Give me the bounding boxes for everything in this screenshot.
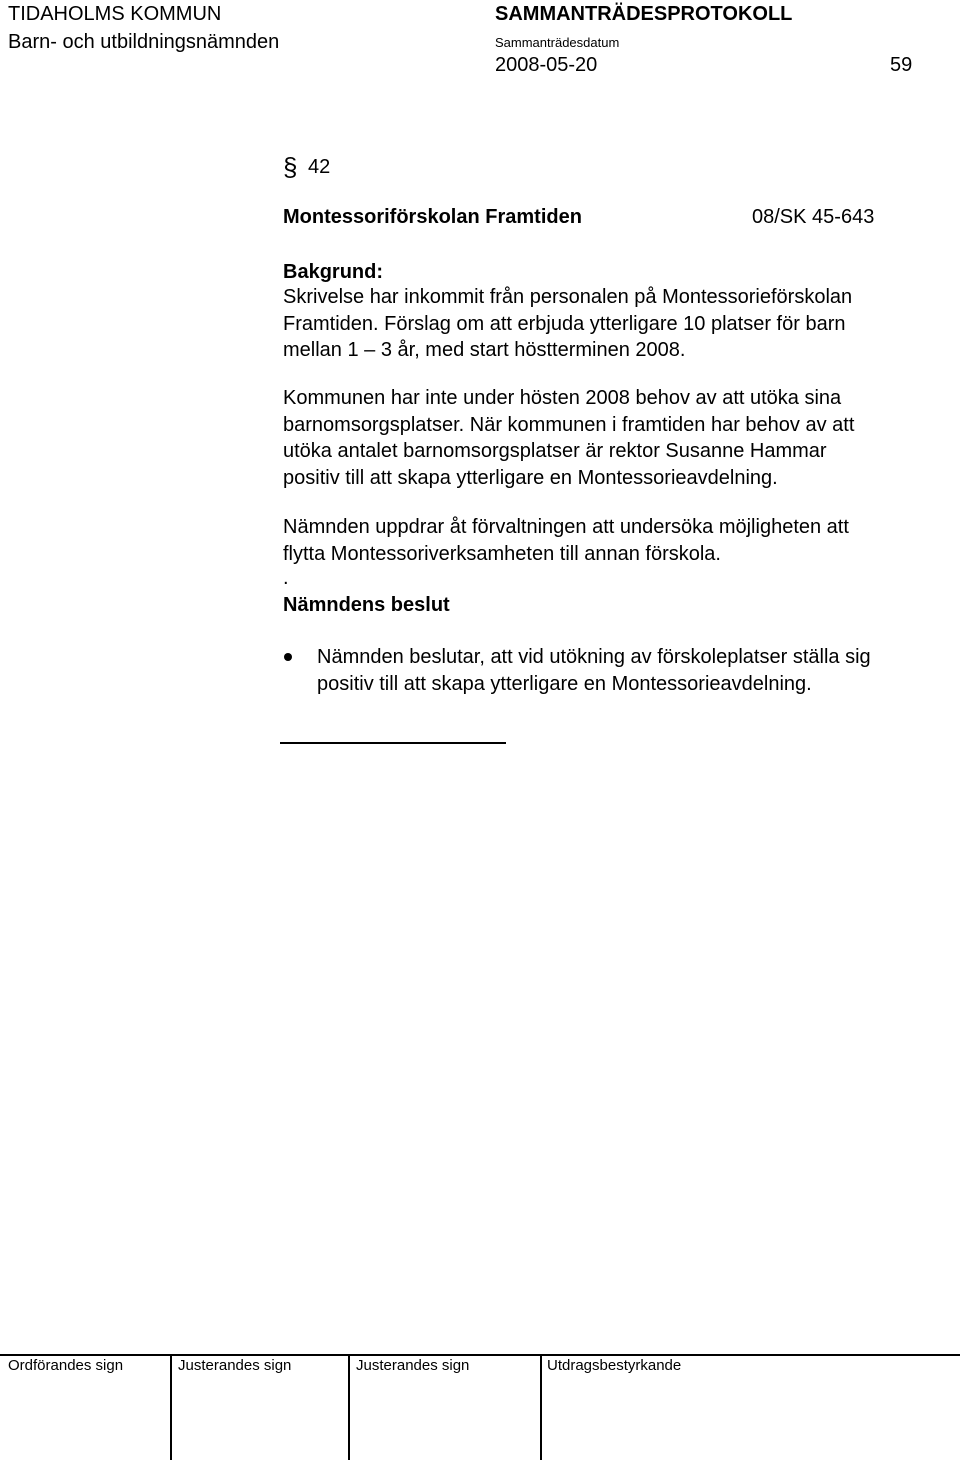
stray-dot: .	[283, 567, 289, 589]
background-paragraph-1: Skrivelse har inkommit från personalen på Montessorieförskolan Framtiden. Förslag om att erbjuda ytterligare 10 platser för barn mellan 1 – 3 år, med start höstterminen 2008.	[283, 286, 853, 361]
end-rule	[280, 742, 506, 744]
footer-chair-sign: Ordförandes sign	[8, 1357, 124, 1374]
page-number: 59	[890, 54, 913, 76]
background-paragraph-2: Kommunen har inte under hösten 2008 behov av att utöka sina barnomsorgsplatser. När kommunen i framtiden har behov av att utöka antalet barnomsorgsplatser är rektor Susanne Hammar positiv till att skapa ytterligare en Montessorieavdelning.	[283, 387, 855, 489]
footer-adjuster-sign-2: Justerandes sign	[356, 1357, 470, 1374]
bullet-icon	[284, 653, 292, 661]
footer-extract-certify: Utdragsbestyrkande	[547, 1357, 682, 1374]
background-heading: Bakgrund:	[283, 261, 383, 283]
section-symbol: §	[283, 152, 298, 182]
org-name: TIDAHOLMS KOMMUN	[8, 3, 222, 25]
footer-divider-1	[170, 1355, 172, 1460]
date-label: Sammanträdesdatum	[495, 35, 620, 50]
case-number: 08/SK 45-643	[752, 206, 875, 228]
footer-adjuster-sign-1: Justerandes sign	[178, 1357, 292, 1374]
section-title: Montessoriförskolan Framtiden	[283, 206, 582, 228]
decision-bullet-item: Nämnden beslutar, att vid utökning av förskoleplatser ställa sig positiv till att skapa ytterligare en Montessorieavdelning.	[317, 646, 871, 695]
footer-top-rule	[0, 1354, 960, 1356]
footer-divider-3	[540, 1355, 542, 1460]
document-type: SAMMANTRÄDESPROTOKOLL	[495, 3, 793, 25]
meeting-date: 2008-05-20	[495, 54, 598, 76]
decision-heading: Nämndens beslut	[283, 594, 450, 616]
footer-divider-2	[348, 1355, 350, 1460]
committee-name: Barn- och utbildningsnämnden	[8, 31, 280, 53]
section-number: 42	[308, 156, 331, 178]
background-paragraph-3: Nämnden uppdrar åt förvaltningen att undersöka möjligheten att flytta Montessoriverksamheten till annan förskola.	[283, 516, 849, 565]
